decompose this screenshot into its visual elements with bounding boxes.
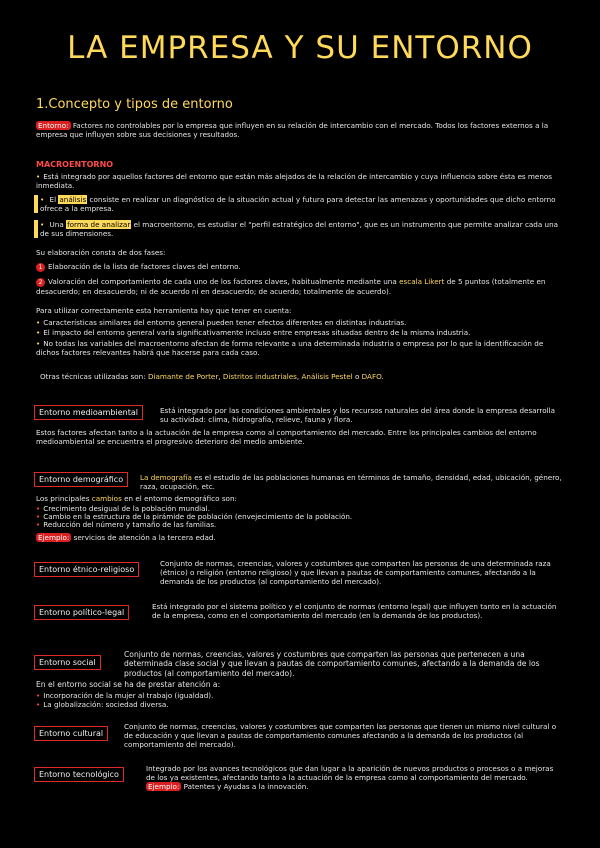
use-bullet-2-text: El impacto del entorno general varía significativamente incluso entre empresas situadas dentro de la misma industria.	[43, 328, 471, 337]
tecnologico-example-label: Ejemplo:	[148, 782, 180, 791]
example-label: Ejemplo:	[38, 533, 70, 542]
phase-2-post: de 5 puntos (totalmente en desacuerdo; en desacuerdo; ni de acuerdo ni en desacuerdo; de acuerdo; totalmente de acuerdo).	[36, 277, 546, 296]
macro-bullet-2	[40, 195, 564, 213]
use-bullet-1	[36, 318, 564, 327]
social-item-1	[36, 691, 564, 700]
demografia-highlight: La demografía	[140, 473, 192, 482]
demo-example	[36, 533, 564, 542]
entorno-medioambiental-label: Entorno medioambiental	[34, 405, 143, 420]
phase-1	[36, 262, 564, 272]
use-bullet-3-text: No todas las variables del macroentorno afectan de forma relevante a una determinada industria o empresa por lo que la identificación de dichos factores relevantes habrá que hacerse para cada caso.	[36, 339, 544, 357]
medioambiental-note: Estos factores afectan tanto a la actuación de la empresa como al comportamiento del mercado. Entre los principales cambios del entorno medioambiental se encuentra el progresivo deterioro del medio ambiente.	[36, 428, 537, 446]
use-bullet-1-text: Características similares del entorno general pueden tener efectos diferentes en distintas industrias.	[43, 318, 407, 327]
social-item-2	[36, 700, 564, 709]
forma-analizar-highlight: forma de analizar	[67, 220, 131, 229]
entorno-social-label: Entorno social	[34, 655, 101, 670]
macro-bullet-3	[40, 220, 564, 238]
entorno-demografico-label: Entorno demográfico	[34, 472, 128, 487]
tecnologico-definition	[146, 764, 564, 791]
separator: ,	[218, 372, 221, 381]
likert-highlight: escala Likert	[399, 277, 445, 286]
medioambiental-definition: Está integrado por las condiciones ambientales y los recursos naturales del área donde la empresa desarrolla su actividad: clima, hidrografía, relieve, fauna y flora.	[160, 406, 556, 424]
demo-change-2-text: Cambio en la estructura de la pirámide de población (envejecimiento de la población.	[43, 512, 353, 521]
end-dot: .	[381, 372, 384, 381]
entorno-cultural-label: Entorno cultural	[34, 726, 108, 741]
other-techniques-pre: Otras técnicas utilizadas son:	[40, 372, 146, 381]
page-title: LA EMPRESA Y SU ENTORNO	[67, 30, 533, 66]
entorno-tecnologico-label: Entorno tecnológico	[34, 767, 124, 782]
macro-bullet-3-post: el macroentorno, es estudiar el "perfil estratégico del entorno", que es un instrumento que permite analizar cada una de sus dimensiones.	[40, 220, 559, 238]
separator: ,	[296, 372, 300, 381]
use-bullet-2	[36, 328, 564, 337]
macro-bullet-2-post: consiste en realizar un diagnóstico de la situación actual y futura para detectar las amenazas y oportunidades que dicho entorno ofrece a la empresa.	[40, 195, 556, 213]
macro-bullet-3-pre: Una	[49, 220, 64, 229]
technique-dafo: DAFO	[361, 372, 382, 381]
technique-distritos: Distritos industriales	[222, 372, 297, 381]
entorno-politico-legal-label: Entorno político-legal	[34, 605, 129, 620]
demo-change-1-text: Crecimiento desigual de la población mundial.	[43, 504, 210, 513]
social-item-1-text: Incorporación de la mujer al trabajo (igualdad).	[43, 691, 214, 700]
phase-1-number: 1	[36, 263, 45, 272]
entorno-label: Entorno:	[38, 121, 69, 130]
etnico-definition: Conjunto de normas, creencias, valores y costumbres que comparten las personas de una determinada raza (étnico) o religión (entorno religioso) y que llevan a pautas de comportamiento comunes, afectando a la demanda de los productos (al comportamiento del mercado).	[160, 559, 551, 586]
highlight-bar	[34, 220, 38, 238]
tecnologico-def-text: Integrado por los avances tecnológicos que dan lugar a la aparición de nuevos productos o procesos o a mejoras de los ya existentes, afectando tanto a la actuación de la empresa como al comportamiento del mercado.	[146, 764, 554, 782]
demo-example-text: servicios de atención a la tercera edad.	[73, 533, 216, 542]
phase-2-number: 2	[36, 278, 45, 287]
social-item-2-text: La globalización: sociedad diversa.	[43, 700, 169, 709]
separator: o	[354, 372, 360, 381]
changes-post: en el entorno demográfico son:	[124, 494, 237, 503]
phase-2-pre: Valoración del comportamiento de cada uno de los factores claves, habitualmente mediante una	[48, 277, 397, 286]
entorno-text: Factores no controlables por la empresa que influyen en su relación de intercambio con el mercado. Todos los factores externos a la empresa que influyen sobre sus decisiones y resultados.	[36, 121, 549, 139]
phase-2	[36, 277, 564, 296]
demografico-definition	[140, 473, 564, 491]
demografico-def-text: es el estudio de las poblaciones humanas en términos de tamaño, densidad, edad, ubicación, género, raza, ocupación, etc.	[140, 473, 562, 491]
phases-intro: Su elaboración consta de dos fases:	[36, 248, 166, 257]
use-bullet-3	[36, 339, 564, 357]
social-attention: En el entorno social se ha de prestar atención a:	[36, 680, 221, 689]
highlight-bar	[34, 195, 38, 213]
use-intro: Para utilizar correctamente esta herramienta hay que tener en cuenta:	[36, 306, 292, 315]
macro-bullet-1	[36, 172, 564, 190]
technique-pestel: Análisis Pestel	[301, 372, 353, 381]
macro-bullet-1-text: Está integrado por aquellos factores del entorno que están más alejados de la relación de intercambio y cuya influencia sobre ésta es menos inmediata.	[36, 172, 553, 190]
analisis-highlight: análisis	[59, 195, 87, 204]
technique-porter: Diamante de Porter	[147, 372, 219, 381]
other-techniques	[40, 372, 564, 381]
demografico-changes-intro	[36, 494, 564, 503]
tecnologico-example-text: Patentes y Ayudas a la innovación.	[183, 782, 309, 791]
macroentorno-heading: MACROENTORNO	[36, 160, 114, 169]
demo-change-3	[36, 520, 564, 529]
section-heading: 1.Concepto y tipos de entorno	[36, 97, 233, 112]
politico-definition: Está integrado por el sistema político y el conjunto de normas (entorno legal) que influyen tanto en la actuación de la empresa, como en el comportamiento del mercado (en la demanda de los productos).	[152, 602, 557, 620]
entorno-etnico-religioso-label: Entorno étnico-religioso	[34, 562, 139, 577]
phase-1-text: Elaboración de la lista de factores claves del entorno.	[48, 262, 241, 271]
cultural-definition: Conjunto de normas, creencias, valores y costumbres que comparten las personas que tienen un mismo nivel cultural o de educación y que llevan a pautas de comportamiento comunes afectando a la demanda de los productos (al comportamiento del mercado).	[124, 722, 557, 749]
macro-bullet-2-pre: El	[49, 195, 57, 204]
entorno-definition	[36, 121, 564, 139]
demo-change-3-text: Reducción del número y tamaño de las familias.	[43, 520, 217, 529]
changes-pre: Los principales	[36, 494, 90, 503]
cambios-highlight: cambios	[91, 494, 122, 503]
social-definition: Conjunto de normas, creencias, valores y costumbres que comparten las personas que pertenecen a una determinada clase social y que llevan a pautas de comportamiento comunes, afectando a la demanda de los productos (al comportamiento del mercado).	[124, 650, 540, 678]
